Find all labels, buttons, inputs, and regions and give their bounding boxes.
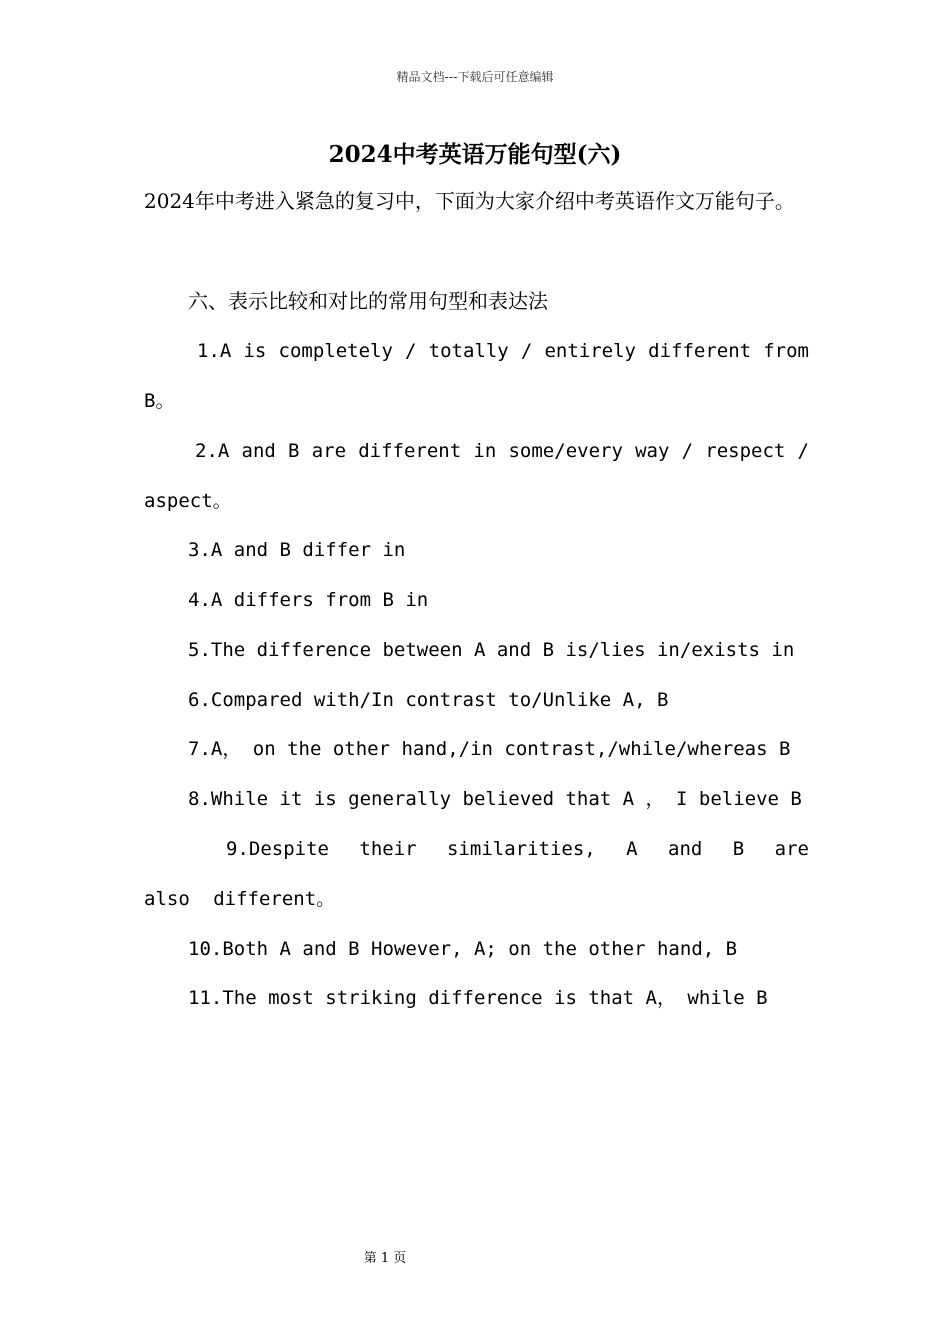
list-item-5: 5.The difference between A and B is/lies in/exists in [188,639,795,661]
list-item-3: 3.A and B differ in [188,539,406,561]
list-item-1: 1.A is completely / totally / entirely different from B。 [144,340,809,412]
page-header: 精品文档---下载后可任意编辑 [396,70,554,84]
page-number: 第 1 页 [363,1251,407,1266]
list-item-4: 4.A differs from B in [188,589,429,611]
intro-paragraph: 2024年中考进入紧急的复习中，下面为大家介绍中考英语作文万能句子。 [144,189,795,213]
list-item-11: 11.The most striking difference is that A， while B [188,987,768,1009]
list-item-7: 7.A， on the other hand,/in contrast,/while/whereas B [188,738,791,760]
list-item-6: 6.Compared with/In contrast to/Unlike A, B [188,689,669,711]
list-item-2: 2.A and B are different in some/every way / respect / aspect。 [144,440,809,512]
list-item-10: 10.Both A and B However, A; on the other hand, B [188,938,738,960]
section-heading: 六、表示比较和对比的常用句型和表达法 [188,289,548,313]
document-title: 2024中考英语万能句型(六) [328,141,622,168]
list-item-8: 8.While it is generally believed that A ， I believe B [188,788,802,810]
list-item-9: 9.Despite their similarities, A and B are also different。 [144,838,809,910]
